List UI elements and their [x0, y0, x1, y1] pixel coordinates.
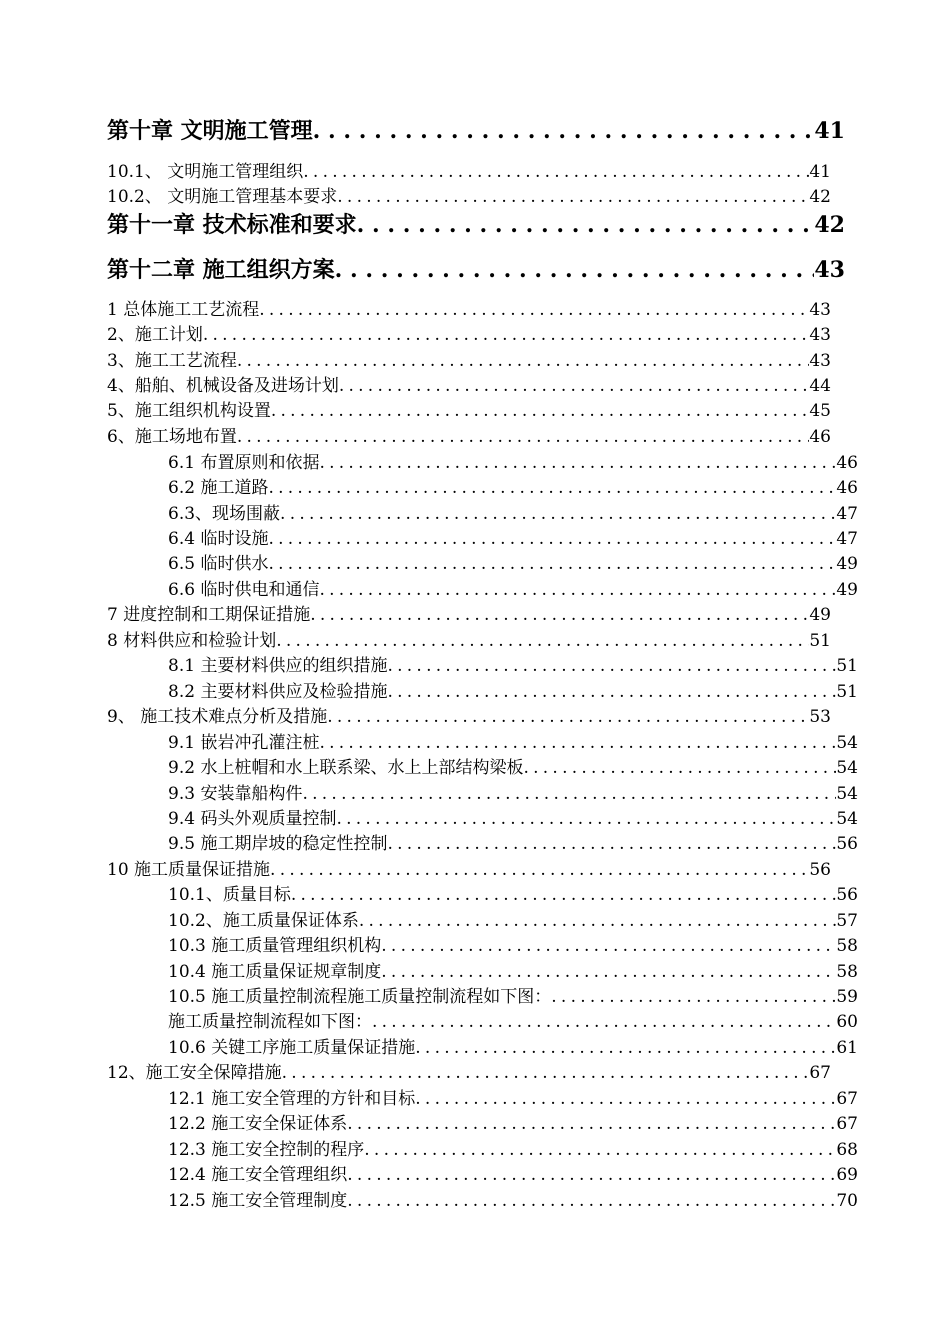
toc-entry[interactable]	[107, 858, 831, 882]
toc-entry-title: 10.5 施工质量控制流程施工质量控制流程如下图：	[168, 987, 552, 1007]
toc-entry-page-number: 54	[836, 784, 858, 804]
toc-entry[interactable]	[168, 451, 858, 475]
toc-dot-leader	[415, 1087, 836, 1111]
toc-entry-page-number: 43	[809, 300, 831, 320]
toc-dot-leader	[203, 323, 810, 347]
toc-dot-leader	[259, 298, 809, 322]
toc-entry-title: 第十一章 技术标准和要求	[107, 212, 357, 238]
toc-entry-page-number: 56	[836, 885, 858, 905]
toc-entry-page-number: 68	[836, 1140, 858, 1160]
toc-dot-leader	[339, 374, 810, 398]
toc-entry[interactable]	[107, 256, 845, 284]
toc-dot-leader	[364, 1138, 836, 1162]
toc-entry-title: 12.1 施工安全管理的方针和目标	[168, 1089, 416, 1109]
toc-dot-leader	[268, 552, 836, 576]
toc-dot-leader	[319, 578, 836, 602]
toc-dot-leader	[268, 476, 836, 500]
toc-dot-leader	[303, 160, 809, 184]
toc-dot-leader	[387, 654, 836, 678]
toc-entry-title: 10.1、质量目标	[168, 885, 291, 905]
toc-entry-title: 6.4 临时设施	[168, 529, 269, 549]
toc-entry-page-number: 42	[809, 187, 831, 207]
toc-entry[interactable]	[107, 117, 845, 145]
toc-entry-page-number: 46	[809, 427, 831, 447]
toc-dot-leader	[237, 349, 810, 373]
toc-entry-page-number: 54	[836, 733, 858, 753]
toc-entry-page-number: 56	[836, 834, 858, 854]
toc-dot-leader	[415, 1036, 836, 1060]
toc-entry-title: 第十章 文明施工管理	[107, 118, 313, 144]
toc-dot-leader	[268, 527, 836, 551]
toc-entry-title: 9.1 嵌岩冲孔灌注桩	[168, 733, 320, 753]
toc-dot-leader	[359, 909, 837, 933]
toc-entry-title: 9.3 安装靠船构件	[168, 784, 303, 804]
toc-entry-page-number: 46	[836, 453, 858, 473]
toc-dot-leader	[276, 629, 809, 653]
toc-entry-page-number: 42	[814, 212, 845, 238]
toc-entry[interactable]	[168, 1163, 858, 1187]
toc-entry-page-number: 60	[836, 1012, 858, 1032]
toc-entry-page-number: 61	[836, 1038, 858, 1058]
toc-entry-page-number: 67	[809, 1063, 831, 1083]
toc-entry-page-number: 49	[836, 554, 858, 574]
toc-entry[interactable]	[107, 399, 831, 423]
toc-entry-page-number: 54	[836, 758, 858, 778]
toc-entry[interactable]	[168, 1112, 858, 1136]
toc-entry-page-number: 59	[836, 987, 858, 1007]
toc-entry-title: 10 施工质量保证措施	[107, 860, 271, 880]
toc-entry-page-number: 45	[809, 401, 831, 421]
toc-entry-title: 12.2 施工安全保证体系	[168, 1114, 348, 1134]
toc-entry[interactable]	[168, 985, 858, 1009]
toc-dot-leader	[551, 985, 836, 1009]
toc-entry[interactable]	[168, 527, 858, 551]
toc-entry[interactable]	[107, 374, 831, 398]
toc-entry[interactable]	[107, 629, 831, 653]
toc-entry[interactable]	[168, 756, 858, 780]
toc-entry[interactable]	[168, 934, 858, 958]
toc-entry-title: 12.4 施工安全管理组织	[168, 1165, 348, 1185]
toc-entry-page-number: 69	[836, 1165, 858, 1185]
toc-entry-page-number: 49	[809, 605, 831, 625]
toc-entry-page-number: 53	[809, 707, 831, 727]
toc-entry-title: 9、 施工技术难点分析及措施	[107, 707, 328, 727]
toc-entry[interactable]	[168, 960, 858, 984]
toc-entry-page-number: 43	[809, 351, 831, 371]
toc-entry-title: 4、船舶、机械设备及进场计划	[107, 376, 339, 396]
toc-entry-page-number: 67	[836, 1114, 858, 1134]
toc-entry[interactable]	[168, 578, 858, 602]
toc-entry[interactable]	[168, 680, 858, 704]
toc-dot-leader	[523, 756, 836, 780]
toc-entry[interactable]	[107, 349, 831, 373]
toc-dot-leader	[335, 256, 815, 284]
toc-entry[interactable]	[168, 1189, 858, 1213]
toc-entry-title: 10.2、 文明施工管理基本要求	[107, 187, 338, 207]
toc-entry-page-number: 51	[836, 656, 858, 676]
toc-entry-page-number: 57	[836, 911, 858, 931]
toc-dot-leader	[337, 185, 809, 209]
toc-entry[interactable]	[168, 1138, 858, 1162]
toc-entry-title: 8 材料供应和检验计划	[107, 631, 277, 651]
toc-entry-title: 10.3 施工质量管理组织机构	[168, 936, 382, 956]
toc-dot-leader	[270, 858, 809, 882]
toc-entry[interactable]	[107, 425, 831, 449]
toc-entry-title: 10.6 关键工序施工质量保证措施	[168, 1038, 416, 1058]
toc-entry-title: 6.5 临时供水	[168, 554, 269, 574]
toc-entry[interactable]	[107, 185, 831, 209]
toc-dot-leader	[381, 960, 836, 984]
toc-dot-leader	[319, 451, 836, 475]
toc-entry-title: 5、施工组织机构设置	[107, 401, 271, 421]
toc-entry-page-number: 70	[836, 1191, 858, 1211]
toc-entry-page-number: 44	[809, 376, 831, 396]
toc-entry-page-number: 58	[836, 962, 858, 982]
toc-entry-page-number: 43	[809, 325, 831, 345]
toc-entry-title: 8.2 主要材料供应及检验措施	[168, 682, 388, 702]
toc-dot-leader	[313, 117, 815, 145]
toc-entry[interactable]	[168, 1087, 858, 1111]
toc-entry[interactable]	[168, 476, 858, 500]
toc-entry[interactable]	[168, 883, 858, 907]
toc-dot-leader	[282, 1061, 810, 1085]
toc-entry-title: 6.2 施工道路	[168, 478, 269, 498]
toc-entry-title: 6、施工场地布置	[107, 427, 237, 447]
toc-entry[interactable]	[168, 909, 858, 933]
toc-entry-page-number: 47	[836, 504, 858, 524]
toc-entry-title: 2、施工计划	[107, 325, 203, 345]
toc-dot-leader	[237, 425, 810, 449]
toc-dot-leader	[336, 807, 836, 831]
toc-entry-page-number: 46	[836, 478, 858, 498]
toc-dot-leader	[357, 211, 815, 239]
toc-entry[interactable]	[107, 323, 831, 347]
toc-dot-leader	[347, 1163, 836, 1187]
toc-entry-page-number: 58	[836, 936, 858, 956]
toc-dot-leader	[387, 680, 836, 704]
toc-entry[interactable]	[168, 782, 858, 806]
toc-entry-title: 6.1 布置原则和依据	[168, 453, 320, 473]
toc-dot-leader	[387, 832, 836, 856]
toc-entry-page-number: 51	[809, 631, 831, 651]
toc-dot-leader	[271, 399, 810, 423]
toc-entry-page-number: 43	[814, 257, 845, 283]
toc-entry-title: 12.5 施工安全管理制度	[168, 1191, 348, 1211]
toc-dot-leader	[319, 731, 836, 755]
toc-entry-title: 12、施工安全保障措施	[107, 1063, 282, 1083]
toc-dot-leader	[372, 1010, 836, 1034]
toc-entry-title: 9.5 施工期岸坡的稳定性控制	[168, 834, 388, 854]
toc-dot-leader	[381, 934, 836, 958]
toc-entry-title: 9.2 水上桩帽和水上联系梁、水上上部结构梁板	[168, 758, 524, 778]
toc-entry-page-number: 56	[809, 860, 831, 880]
toc-entry-title: 10.1、 文明施工管理组织	[107, 162, 304, 182]
toc-entry[interactable]	[168, 502, 858, 526]
toc-entry[interactable]	[168, 832, 858, 856]
toc-entry-title: 7 进度控制和工期保证措施	[107, 605, 311, 625]
toc-entry[interactable]	[168, 731, 858, 755]
toc-entry-page-number: 47	[836, 529, 858, 549]
toc-dot-leader	[280, 502, 836, 526]
toc-entry-title: 1 总体施工工艺流程	[107, 300, 260, 320]
toc-entry[interactable]	[107, 603, 831, 627]
toc-entry[interactable]	[168, 654, 858, 678]
toc-entry-page-number: 54	[836, 809, 858, 829]
toc-entry[interactable]	[107, 705, 831, 729]
toc-entry-title: 3、施工工艺流程	[107, 351, 237, 371]
toc-entry[interactable]	[107, 298, 831, 322]
toc-entry-page-number: 41	[814, 118, 845, 144]
toc-dot-leader	[347, 1189, 836, 1213]
toc-dot-leader	[302, 782, 836, 806]
toc-entry-page-number: 67	[836, 1089, 858, 1109]
toc-entry[interactable]	[168, 1010, 858, 1034]
toc-dot-leader	[327, 705, 809, 729]
toc-entry-title: 6.3、现场围蔽	[168, 504, 281, 524]
toc-entry-title: 12.3 施工安全控制的程序	[168, 1140, 365, 1160]
toc-entry[interactable]	[168, 1036, 858, 1060]
toc-dot-leader	[310, 603, 809, 627]
toc-entry-title: 第十二章 施工组织方案	[107, 257, 335, 283]
toc-entry-page-number: 49	[836, 580, 858, 600]
toc-dot-leader	[347, 1112, 836, 1136]
toc-entry[interactable]	[107, 160, 831, 184]
toc-entry-title: 施工质量控制流程如下图：	[168, 1012, 372, 1032]
toc-entry[interactable]	[168, 807, 858, 831]
toc-entry-title: 8.1 主要材料供应的组织措施	[168, 656, 388, 676]
toc-entry-title: 9.4 码头外观质量控制	[168, 809, 337, 829]
toc-entry-page-number: 51	[836, 682, 858, 702]
toc-entry[interactable]	[107, 1061, 831, 1085]
toc-entry[interactable]	[107, 211, 845, 239]
toc-entry-title: 10.2、施工质量保证体系	[168, 911, 359, 931]
toc-entry-title: 6.6 临时供电和通信	[168, 580, 320, 600]
toc-entry[interactable]	[168, 552, 858, 576]
toc-entry-title: 10.4 施工质量保证规章制度	[168, 962, 382, 982]
toc-entry-page-number: 41	[809, 162, 831, 182]
toc-dot-leader	[291, 883, 837, 907]
